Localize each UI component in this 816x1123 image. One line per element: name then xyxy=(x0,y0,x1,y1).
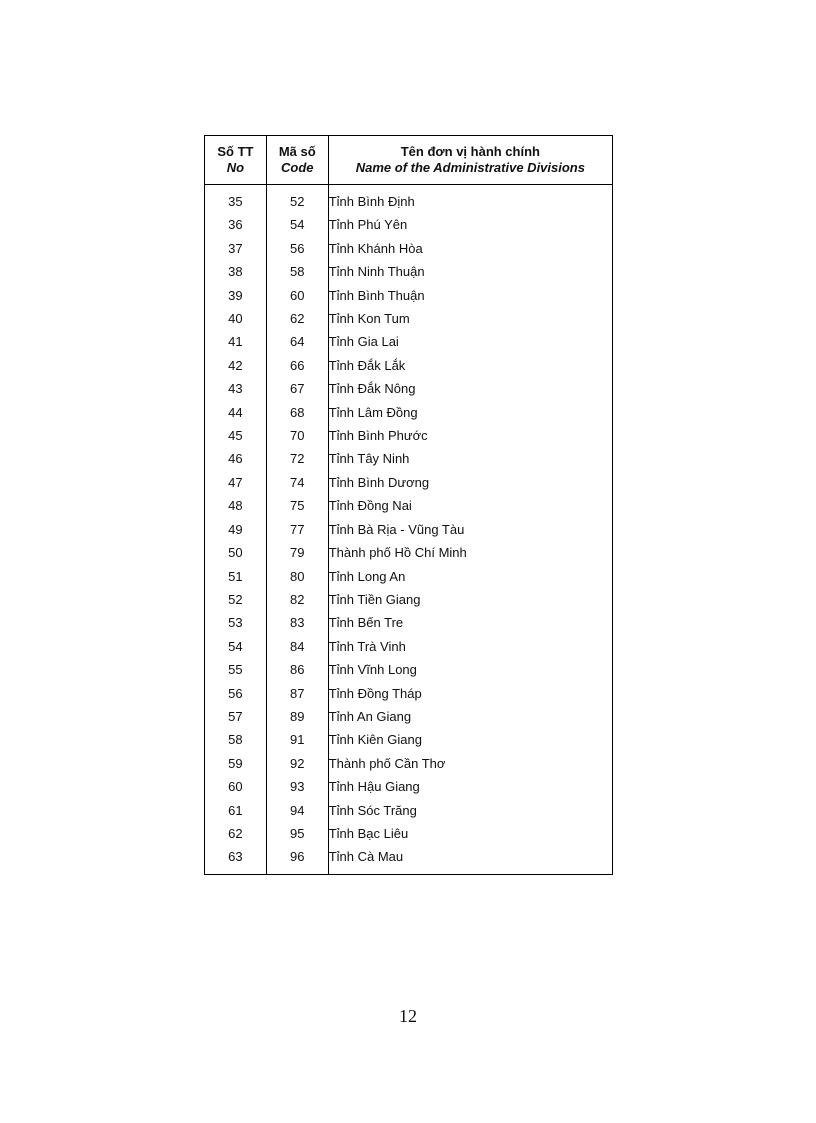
cell-code: 95 xyxy=(266,822,328,845)
cell-name: Tỉnh Đồng Tháp xyxy=(328,682,612,705)
cell-no: 47 xyxy=(205,471,267,494)
cell-code: 89 xyxy=(266,705,328,728)
cell-name: Tỉnh Kon Tum xyxy=(328,307,612,330)
cell-name: Tỉnh Bạc Liêu xyxy=(328,822,612,845)
cell-code: 83 xyxy=(266,611,328,634)
cell-name: Tỉnh An Giang xyxy=(328,705,612,728)
cell-code: 77 xyxy=(266,518,328,541)
table-row xyxy=(205,588,613,611)
cell-no: 62 xyxy=(205,822,267,845)
cell-code: 93 xyxy=(266,775,328,798)
cell-code: 72 xyxy=(266,447,328,470)
header-code xyxy=(266,136,328,185)
table-row xyxy=(205,565,613,588)
cell-code: 84 xyxy=(266,635,328,658)
cell-name: Tỉnh Trà Vinh xyxy=(328,635,612,658)
cell-code: 60 xyxy=(266,284,328,307)
cell-name: Tỉnh Bình Thuận xyxy=(328,284,612,307)
cell-code: 91 xyxy=(266,728,328,751)
cell-no: 60 xyxy=(205,775,267,798)
cell-name: Tỉnh Hậu Giang xyxy=(328,775,612,798)
cell-code: 70 xyxy=(266,424,328,447)
header-no-en: No xyxy=(226,160,245,175)
table-body xyxy=(205,185,613,875)
cell-code: 94 xyxy=(266,799,328,822)
cell-name: Tỉnh Tiền Giang xyxy=(328,588,612,611)
cell-name: Tỉnh Ninh Thuận xyxy=(328,260,612,283)
cell-code: 52 xyxy=(266,185,328,214)
cell-no: 53 xyxy=(205,611,267,634)
cell-code: 92 xyxy=(266,752,328,775)
cell-name: Tỉnh Đắk Nông xyxy=(328,377,612,400)
cell-code: 54 xyxy=(266,213,328,236)
cell-name: Thành phố Hồ Chí Minh xyxy=(328,541,612,564)
table-row xyxy=(205,377,613,400)
table-row xyxy=(205,330,613,353)
cell-no: 39 xyxy=(205,284,267,307)
header-name-en: Name of the Administrative Divisions xyxy=(355,160,585,175)
cell-name: Tỉnh Đồng Nai xyxy=(328,494,612,517)
header-code-en: Code xyxy=(281,160,314,175)
table-row xyxy=(205,541,613,564)
cell-name: Tỉnh Bà Rịa - Vũng Tàu xyxy=(328,518,612,541)
cell-name: Tỉnh Bình Định xyxy=(328,185,612,214)
header-code-vi: Mã số xyxy=(278,144,316,159)
table-row xyxy=(205,307,613,330)
table-row xyxy=(205,682,613,705)
cell-code: 64 xyxy=(266,330,328,353)
cell-name: Tỉnh Vĩnh Long xyxy=(328,658,612,681)
table-row xyxy=(205,471,613,494)
header-no-vi: Số TT xyxy=(217,144,254,159)
cell-code: 96 xyxy=(266,845,328,874)
cell-no: 50 xyxy=(205,541,267,564)
cell-code: 56 xyxy=(266,237,328,260)
cell-no: 54 xyxy=(205,635,267,658)
cell-no: 58 xyxy=(205,728,267,751)
table-row xyxy=(205,494,613,517)
cell-code: 75 xyxy=(266,494,328,517)
cell-code: 82 xyxy=(266,588,328,611)
cell-no: 46 xyxy=(205,447,267,470)
cell-name: Tỉnh Kiên Giang xyxy=(328,728,612,751)
cell-no: 56 xyxy=(205,682,267,705)
cell-name: Tỉnh Phú Yên xyxy=(328,213,612,236)
cell-code: 66 xyxy=(266,354,328,377)
cell-no: 61 xyxy=(205,799,267,822)
cell-code: 80 xyxy=(266,565,328,588)
cell-name: Tỉnh Lâm Đồng xyxy=(328,401,612,424)
cell-code: 68 xyxy=(266,401,328,424)
cell-no: 38 xyxy=(205,260,267,283)
cell-name: Tỉnh Khánh Hòa xyxy=(328,237,612,260)
cell-no: 49 xyxy=(205,518,267,541)
cell-no: 59 xyxy=(205,752,267,775)
header-name xyxy=(328,136,612,185)
cell-no: 36 xyxy=(205,213,267,236)
cell-code: 79 xyxy=(266,541,328,564)
cell-name: Tỉnh Đắk Lắk xyxy=(328,354,612,377)
cell-no: 43 xyxy=(205,377,267,400)
table-row xyxy=(205,447,613,470)
cell-name: Tỉnh Sóc Trăng xyxy=(328,799,612,822)
cell-name: Tỉnh Long An xyxy=(328,565,612,588)
table-row xyxy=(205,185,613,214)
cell-no: 35 xyxy=(205,185,267,214)
cell-no: 44 xyxy=(205,401,267,424)
cell-no: 40 xyxy=(205,307,267,330)
table-row xyxy=(205,213,613,236)
cell-code: 67 xyxy=(266,377,328,400)
table-row xyxy=(205,237,613,260)
cell-name: Thành phố Cần Thơ xyxy=(328,752,612,775)
cell-name: Tỉnh Gia Lai xyxy=(328,330,612,353)
cell-code: 58 xyxy=(266,260,328,283)
cell-no: 42 xyxy=(205,354,267,377)
cell-code: 62 xyxy=(266,307,328,330)
table-row xyxy=(205,611,613,634)
page-number: 12 xyxy=(399,1006,417,1026)
table-row xyxy=(205,284,613,307)
cell-no: 48 xyxy=(205,494,267,517)
cell-name: Tỉnh Tây Ninh xyxy=(328,447,612,470)
table-row xyxy=(205,822,613,845)
table-row xyxy=(205,799,613,822)
cell-code: 74 xyxy=(266,471,328,494)
table-row xyxy=(205,845,613,874)
table-row xyxy=(205,260,613,283)
table-row xyxy=(205,518,613,541)
table-row xyxy=(205,658,613,681)
administrative-divisions-table xyxy=(204,135,613,875)
cell-no: 55 xyxy=(205,658,267,681)
cell-name: Tỉnh Bình Phước xyxy=(328,424,612,447)
cell-code: 87 xyxy=(266,682,328,705)
table-row xyxy=(205,775,613,798)
table-row xyxy=(205,635,613,658)
cell-no: 41 xyxy=(205,330,267,353)
cell-name: Tỉnh Cà Mau xyxy=(328,845,612,874)
cell-no: 51 xyxy=(205,565,267,588)
header-name-vi: Tên đơn vị hành chính xyxy=(400,144,540,159)
cell-code: 86 xyxy=(266,658,328,681)
table-header-row xyxy=(205,136,613,185)
cell-no: 57 xyxy=(205,705,267,728)
table-row xyxy=(205,752,613,775)
header-no xyxy=(205,136,267,185)
table-row xyxy=(205,424,613,447)
cell-no: 63 xyxy=(205,845,267,874)
cell-name: Tỉnh Bến Tre xyxy=(328,611,612,634)
table-row xyxy=(205,728,613,751)
cell-no: 52 xyxy=(205,588,267,611)
cell-name: Tỉnh Bình Dương xyxy=(328,471,612,494)
table-row xyxy=(205,705,613,728)
cell-no: 37 xyxy=(205,237,267,260)
table-row xyxy=(205,401,613,424)
cell-no: 45 xyxy=(205,424,267,447)
table-row xyxy=(205,354,613,377)
